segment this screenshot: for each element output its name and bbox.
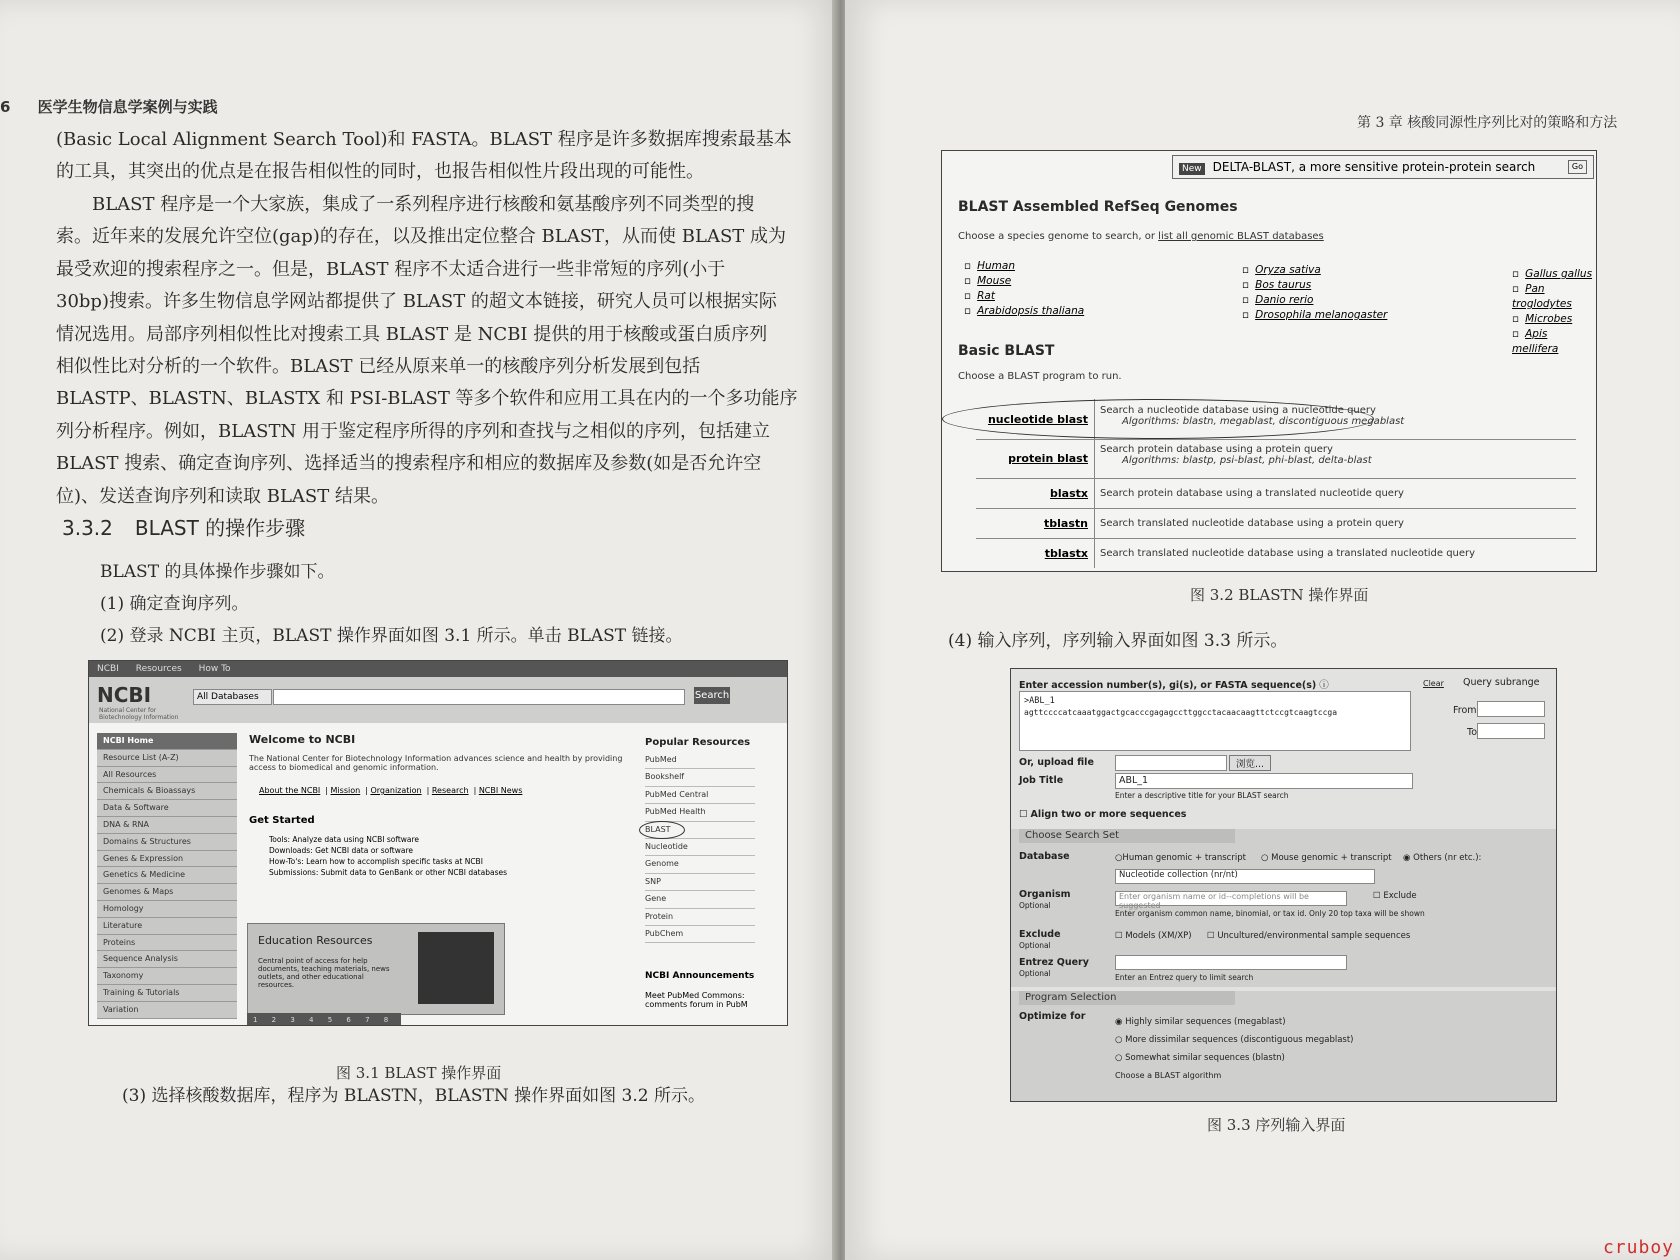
- desc-text: Search protein database using a protein query: [1100, 444, 1333, 455]
- search-button[interactable]: Search: [694, 687, 730, 704]
- entrez-hint: Enter an Entrez query to limit search: [1115, 973, 1254, 982]
- new-badge: New: [1179, 163, 1205, 175]
- blastn-radio[interactable]: ○ Somewhat similar sequences (blastn): [1115, 1053, 1285, 1063]
- organism-label: [1019, 889, 1071, 900]
- organization-link[interactable]: Organization: [370, 786, 422, 795]
- from-label: From: [1453, 705, 1477, 716]
- intro-paragraph: [56, 124, 806, 189]
- welcome-intro: The National Center for Biotechnology Information advances science and health by providing access to biomedical and genomic information.: [249, 754, 623, 772]
- left-page: [0, 0, 838, 1260]
- entrez-query-label: [1019, 957, 1089, 968]
- desc-text: Search a nucleotide database using a nucleotide query: [1100, 405, 1376, 416]
- list-all-genomes-link[interactable]: list all genomic BLAST databases: [1158, 231, 1324, 242]
- optional-label: Optional: [1019, 901, 1051, 910]
- database-select-value: Nucleotide collection (nr/nt): [1119, 870, 1238, 880]
- popular-resources-heading: Popular Resources: [645, 737, 751, 748]
- popular-item[interactable]: SNP: [645, 874, 755, 891]
- about-links: About the NCBI | Mission | Organization | Research | NCBI News: [259, 786, 523, 795]
- blast-paragraph: [56, 189, 806, 513]
- database-select[interactable]: [1115, 869, 1375, 884]
- page-number: 6: [0, 98, 11, 116]
- opt-label: Somewhat similar sequences (blastn): [1125, 1053, 1285, 1063]
- popular-item[interactable]: PubMed: [645, 752, 755, 769]
- job-title-label: [1019, 775, 1063, 786]
- book-title: 医学生物信息学案例与实践: [37, 98, 218, 116]
- exclude-checkbox[interactable]: ☐ Exclude: [1373, 891, 1417, 901]
- job-title-hint: Enter a descriptive title for your BLAST search: [1115, 791, 1289, 800]
- education-title: Education Resources: [258, 934, 373, 947]
- genomes-col-3: [1512, 267, 1596, 357]
- blast-highlight-oval: [639, 821, 685, 839]
- blast-program-table: [976, 399, 1576, 568]
- nucleotide-blast-link[interactable]: nucleotide blast: [987, 413, 1088, 426]
- organism-input[interactable]: [1115, 891, 1347, 910]
- sidebar-item[interactable]: Proteins: [97, 935, 237, 952]
- announcements-heading: NCBI Announcements: [645, 971, 755, 981]
- popular-item[interactable]: Nucleotide: [645, 839, 755, 856]
- popular-item[interactable]: Genome: [645, 856, 755, 873]
- figure1-caption: 图 3.1 BLAST 操作界面: [336, 1064, 502, 1082]
- steps-list: [100, 556, 683, 652]
- education-text: Central point of access for help documents, teaching materials, news outlets, and other educational resources.: [258, 957, 390, 989]
- organism-label-text: Organism: [1019, 889, 1071, 900]
- education-resources-panel[interactable]: [247, 923, 505, 1015]
- get-started-item[interactable]: Submissions: Submit data to GenBank or other NCBI databases: [269, 868, 507, 877]
- sidebar-item[interactable]: Domains & Structures: [97, 834, 237, 851]
- text-line: 列分析程序。例如，BLASTN 用于鉴定程序所得的序列和查找与之相似的序列，包括建立: [56, 420, 770, 442]
- program-row: [976, 399, 1576, 440]
- program-description: Search translated nucleotide database using a protein query: [1100, 518, 1404, 529]
- genomes-col-1: [964, 259, 1084, 319]
- genome-link[interactable]: ▫ Apis mellifera: [1512, 327, 1596, 357]
- get-started-item[interactable]: How-To's: Learn how to accomplish specific tasks at NCBI: [269, 857, 483, 866]
- choose-algorithm-text: Choose a BLAST algorithm: [1115, 1071, 1222, 1080]
- sidebar-item[interactable]: All Resources: [97, 767, 237, 784]
- genome-link[interactable]: ▫ Microbes: [1512, 312, 1596, 327]
- basic-blast-heading: Basic BLAST: [958, 343, 1055, 359]
- ncbi-top-bar: [89, 661, 787, 677]
- file-path-input[interactable]: [1115, 755, 1227, 771]
- program-description: [1100, 444, 1372, 466]
- db-radio-mouse[interactable]: ○ Mouse genomic + transcript: [1261, 853, 1392, 863]
- popular-item[interactable]: Protein: [645, 909, 755, 926]
- job-title-label-text: Job Title: [1019, 775, 1064, 786]
- sidebar-item[interactable]: Homology: [97, 901, 237, 918]
- genome-link[interactable]: ▫ Arabidopsis thaliana: [964, 304, 1084, 319]
- figure3-caption: 图 3.3 序列输入界面: [1207, 1116, 1346, 1134]
- database-label: [1019, 851, 1070, 862]
- from-input[interactable]: [1477, 701, 1545, 717]
- protein-blast-link[interactable]: protein blast: [1008, 452, 1088, 465]
- delta-blast-banner[interactable]: [1172, 155, 1594, 179]
- text-line: 情况选用。局部序列相似性比对搜索工具 BLAST 是 NCBI 提供的用于核酸或蛋白质序列: [56, 323, 768, 345]
- help-icon[interactable]: ⓘ: [1319, 680, 1329, 691]
- algorithms-text: Algorithms: blastn, megablast, discontiguous megablast: [1122, 416, 1405, 427]
- sequence-textarea[interactable]: [1019, 691, 1411, 751]
- models-checkbox[interactable]: ☐ Models (XM/XP): [1115, 931, 1192, 941]
- program-row: [976, 539, 1576, 568]
- program-selection-header: Program Selection: [1019, 991, 1235, 1005]
- genome-link[interactable]: ▫ Gallus gallus: [1512, 267, 1596, 282]
- popular-item[interactable]: Gene: [645, 891, 755, 908]
- right-page: [845, 0, 1680, 1260]
- organism-hint: Enter organism common name, binomial, or tax id. Only 20 top taxa will be shown: [1115, 909, 1425, 918]
- genome-link[interactable]: ▫ Bos taurus: [1242, 278, 1387, 293]
- browse-button[interactable]: 浏览...: [1229, 755, 1271, 771]
- genome-link[interactable]: ▫ Mouse: [964, 274, 1084, 289]
- optimize-label-text: Optimize for: [1019, 1011, 1086, 1022]
- popular-item[interactable]: PubMed Central: [645, 787, 755, 804]
- entrez-query-input[interactable]: [1115, 955, 1347, 970]
- ncbi-sidebar: [97, 733, 237, 1019]
- genome-link[interactable]: ▫ Oryza sativa: [1242, 263, 1387, 278]
- step-text: (2) 登录 NCBI 主页，BLAST 操作界面如图 3.1 所示。单击 BLAST 链接。: [100, 626, 683, 646]
- sidebar-item[interactable]: Genetics & Medicine: [97, 867, 237, 884]
- text-line: 30bp)搜索。许多生物信息学网站都提供了 BLAST 的超文本链接，研究人员可以根据实际: [56, 291, 777, 313]
- text-line: 索。近年来的发展允许空位(gap)的存在，以及推出定位整合 BLAST，从而使 BLAST 成为: [56, 226, 787, 248]
- genomes-col-2: [1242, 263, 1387, 323]
- upload-label-text: Or, upload file: [1019, 757, 1094, 768]
- uncultured-checkbox[interactable]: ☐ Uncultured/environmental sample sequences: [1207, 931, 1411, 941]
- text-line: (Basic Local Alignment Search Tool)和 FASTA。BLAST 程序是许多数据库搜索最基本: [56, 129, 792, 150]
- choose-search-set-header: Choose Search Set: [1019, 829, 1235, 843]
- choose-program-text: Choose a BLAST program to run.: [958, 371, 1122, 382]
- ncbi-logo[interactable]: NCBI: [97, 683, 152, 707]
- table-divider: [1094, 509, 1095, 538]
- announcements: [645, 971, 755, 1009]
- sidebar-item[interactable]: DNA & RNA: [97, 817, 237, 834]
- database-label-text: Database: [1019, 851, 1070, 862]
- db-opt-label: Mouse genomic + transcript: [1271, 853, 1392, 863]
- get-started-list: [249, 834, 649, 878]
- genome-link[interactable]: ▫ Human: [964, 259, 1084, 274]
- program-section: [1011, 991, 1556, 1101]
- db-radio-others[interactable]: ◉ Others (nr etc.):: [1403, 853, 1482, 863]
- welcome-heading: Welcome to NCBI: [249, 733, 356, 746]
- genome-link[interactable]: ▫ Pan troglodytes: [1512, 282, 1596, 312]
- to-input[interactable]: [1477, 723, 1545, 739]
- tblastn-link[interactable]: tblastn: [1044, 517, 1088, 530]
- sidebar-item[interactable]: Resource List (A-Z): [97, 750, 237, 767]
- sidebar-item[interactable]: Data & Software: [97, 800, 237, 817]
- step-text: BLAST 的具体操作步骤如下。: [100, 562, 335, 582]
- assembled-genomes-heading: BLAST Assembled RefSeq Genomes: [958, 199, 1238, 215]
- sidebar-item[interactable]: Genes & Expression: [97, 851, 237, 868]
- figure2-caption: 图 3.2 BLASTN 操作界面: [1190, 586, 1369, 604]
- popular-resources: [645, 737, 755, 943]
- exclude-label: [1019, 929, 1061, 940]
- popular-item[interactable]: Bookshelf: [645, 769, 755, 786]
- sidebar-item[interactable]: Literature: [97, 918, 237, 935]
- left-running-head: [0, 96, 218, 117]
- nucleotide-blast-highlight-oval: [942, 399, 1374, 439]
- db-radio-human[interactable]: ○Human genomic + transcript: [1115, 853, 1246, 863]
- tblastx-link[interactable]: tblastx: [1044, 547, 1088, 560]
- step3-text: (3) 选择核酸数据库，程序为 BLASTN，BLASTN 操作界面如图 3.2 所示。: [122, 1086, 705, 1106]
- text-line: BLASTP、BLASTN、BLASTX 和 PSI-BLAST 等多个软件和应用工具在内的一个多功能序: [56, 388, 798, 410]
- ncbi-logo-subtitle: National Center for Biotechnology Information: [99, 707, 179, 721]
- ncbi-main: [249, 733, 649, 878]
- models-label: Models (XM/XP): [1125, 931, 1192, 941]
- program-row: [976, 479, 1576, 509]
- news-link[interactable]: NCBI News: [478, 786, 523, 795]
- banner-text: DELTA-BLAST, a more sensitive protein-protein search: [1212, 160, 1536, 174]
- research-link[interactable]: Research: [431, 786, 469, 795]
- table-divider: [1094, 539, 1095, 568]
- ncbi-screenshot-figure: [88, 660, 788, 1026]
- section-number: 3.3.2: [62, 516, 113, 540]
- announcement-text[interactable]: Meet PubMed Commons: comments forum in PubM: [645, 991, 748, 1009]
- get-started-heading: Get Started: [249, 815, 315, 826]
- carousel-pager[interactable]: 1 2 3 4 5 6 7 8: [247, 1013, 401, 1026]
- megablast-radio[interactable]: ◉ Highly similar sequences (megablast): [1115, 1017, 1286, 1027]
- blast-screenshot-figure: [941, 150, 1597, 572]
- choose-species-text: [958, 231, 1324, 242]
- genome-link[interactable]: ▫ Danio rerio: [1242, 293, 1387, 308]
- text-line: BLAST 搜索、确定查询序列、选择适当的搜索程序和相应的数据库及参数(如是否允许空: [56, 453, 762, 475]
- blast-link[interactable]: BLAST: [645, 824, 671, 834]
- algorithms-text: Algorithms: blastp, psi-blast, phi-blast, delta-blast: [1122, 455, 1372, 466]
- organism-placeholder: Enter organism name or id--completions will be suggested: [1119, 892, 1309, 910]
- program-description: Search protein database using a translated nucleotide query: [1100, 488, 1404, 499]
- text-line: 位)、发送查询序列和读取 BLAST 结果。: [56, 485, 389, 507]
- sidebar-item[interactable]: Chemicals & Bioassays: [97, 783, 237, 800]
- go-button[interactable]: Go: [1568, 160, 1587, 174]
- mission-link[interactable]: Mission: [330, 786, 361, 795]
- align-two-label: Align two or more sequences: [1030, 809, 1187, 820]
- popular-item[interactable]: PubChem: [645, 926, 755, 943]
- top-ncbi-link[interactable]: NCBI: [97, 664, 119, 674]
- query-subrange-label: Query subrange: [1463, 677, 1540, 688]
- exclude-check-label: Exclude: [1383, 891, 1417, 901]
- job-title-value: ABL_1: [1119, 775, 1149, 786]
- optimize-for-label: [1019, 1011, 1085, 1022]
- choose-species-label: Choose a species genome to search, or: [958, 231, 1159, 242]
- sequence-line: agttccccatcaaatggactgcacccgagagccttggcctacaacaagttctccgtcaagtccga: [1024, 708, 1338, 717]
- ncbi-header: [89, 677, 787, 723]
- optional-label: Optional: [1019, 941, 1051, 950]
- sequence-line: >ABL_1: [1024, 696, 1055, 706]
- program-description: Search translated nucleotide database using a translated nucleotide query: [1100, 548, 1476, 559]
- top-resources-menu[interactable]: Resources: [135, 664, 182, 674]
- watermark: cruboy: [1602, 1237, 1674, 1258]
- db-opt-label: Human genomic + transcript: [1122, 853, 1246, 863]
- top-howto-menu[interactable]: How To: [198, 664, 231, 674]
- text-line: BLAST 程序是一个大家族，集成了一系列程序进行核酸和氨基酸序列不同类型的搜: [92, 194, 755, 215]
- sequence-input-figure: [1010, 668, 1557, 1102]
- dc-megablast-radio[interactable]: ○ More dissimilar sequences (discontiguous megablast): [1115, 1035, 1354, 1045]
- enter-label-text: Enter accession number(s), gi(s), or FASTA sequence(s): [1019, 680, 1317, 691]
- sidebar-item[interactable]: Taxonomy: [97, 968, 237, 985]
- text-line: 的工具，其突出的优点是在报告相似性的同时，也报告相似性片段出现的可能性。: [56, 161, 704, 183]
- sidebar-item-ncbi-home[interactable]: NCBI Home: [97, 733, 237, 750]
- section-heading: [62, 512, 305, 541]
- sidebar-item[interactable]: Variation: [97, 1002, 237, 1019]
- clear-link[interactable]: Clear: [1423, 679, 1444, 688]
- genome-link[interactable]: ▫ Drosophila melanogaster: [1242, 308, 1387, 323]
- enter-sequence-label: [1019, 677, 1329, 691]
- opt-label: More dissimilar sequences (discontiguous megablast): [1125, 1035, 1354, 1045]
- text-line: 最受欢迎的搜索程序之一。但是，BLAST 程序不太适合进行一些非常短的序列(小于: [56, 258, 726, 280]
- step4-text: (4) 输入序列，序列输入界面如图 3.3 所示。: [948, 631, 1288, 651]
- align-two-checkbox[interactable]: ☐ Align two or more sequences: [1019, 809, 1187, 820]
- about-link[interactable]: About the NCBI: [259, 786, 321, 795]
- popular-item-blast[interactable]: [645, 822, 755, 839]
- education-image: [418, 932, 494, 1004]
- uncultured-label: Uncultured/environmental sample sequences: [1217, 931, 1411, 941]
- program-row: [976, 440, 1576, 479]
- right-running-head: 第 3 章 核酸同源性序列比对的策略和方法: [1357, 115, 1618, 131]
- table-divider: [1094, 479, 1095, 508]
- text-line: 相似性比对分析的一个软件。BLAST 已经从原来单一的核酸序列分析发展到包括: [56, 356, 701, 378]
- program-row: [976, 509, 1576, 539]
- blastx-link[interactable]: blastx: [1050, 487, 1088, 500]
- get-started-item[interactable]: Downloads: Get NCBI data or software: [269, 846, 413, 855]
- search-input[interactable]: [273, 689, 685, 705]
- opt-label: Highly similar sequences (megablast): [1125, 1017, 1286, 1027]
- job-title-input[interactable]: [1115, 773, 1413, 789]
- optional-label: Optional: [1019, 969, 1051, 978]
- upload-label: [1019, 757, 1094, 768]
- sidebar-item[interactable]: Genomes & Maps: [97, 884, 237, 901]
- to-label: To: [1467, 727, 1478, 738]
- get-started-item[interactable]: Tools: Analyze data using NCBI software: [269, 835, 420, 844]
- table-divider: [1094, 440, 1095, 478]
- db-opt-label: Others (nr etc.):: [1413, 853, 1482, 863]
- step-text: (1) 确定查询序列。: [100, 594, 249, 614]
- entrez-label-text: Entrez Query: [1019, 957, 1089, 968]
- sidebar-item[interactable]: Training & Tutorials: [97, 985, 237, 1002]
- sidebar-item[interactable]: Sequence Analysis: [97, 951, 237, 968]
- exclude-label-text: Exclude: [1019, 929, 1061, 940]
- database-select[interactable]: All Databases: [193, 689, 272, 705]
- section-title: BLAST 的操作步骤: [134, 516, 306, 540]
- genome-link[interactable]: ▫ Rat: [964, 289, 1084, 304]
- popular-item[interactable]: PubMed Health: [645, 804, 755, 821]
